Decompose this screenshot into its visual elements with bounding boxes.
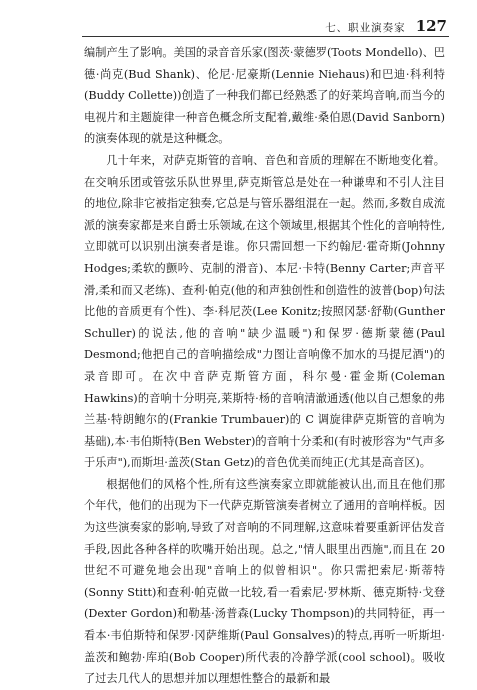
- paragraph-style-personality: 根据他们的风格个性,所有这些演奏家立即就能被认出,而且在他们那个年代，他们的出现为下一代萨克斯管演奏者树立了通用的音响样板。因为这些演奏家的影响,导致了对音响的不同理解,这意味着要重新评估发音手段,因此各种各样的吹嘴开始出现。总之,"情人眼里出西施",而且在 20 世纪不可避免地会出现"音响上的似曾相识"。你只需把索尼·斯蒂特(Sonny Stitt)和查利·帕克做一比较,看一看索尼·罗林斯、德克斯特·戈登(Dexter Gordon)和勒基·汤普森(Lucky Thompson)的共同特征，再一看本·韦伯斯特和保罗·冈萨维斯(Paul Gonsalves)的特点,再听一听斯坦·盖茨和鲍勃·库珀(Bob Cooper)所代表的冷静学派(cool school)。吸收了过去几代人的思想并加以理想性整合的最新和最: [84, 477, 445, 686]
- paragraph-continuation: 编制产生了影响。美国的录音音乐家(图茨·蒙德罗(Toots Mondello)、巴德·尚克(Bud Shank)、伦尼·尼豪斯(Lennie Niehaus)和巴迪·科利特(Buddy Collette))创造了一种我们都已经熟悉了的好莱坞音响,而当今的电视片和主题旋律一种音色概念所支配着,戴维·桑伯恩(David Sanborn)的演奏体现的就是这种概念。: [84, 46, 445, 146]
- body-text: [84, 42, 445, 690]
- page-number: 127: [415, 17, 447, 35]
- paragraph-saxophone-sound: 几十年来，对萨克斯管的音响、音色和音质的理解在不断地变化着。在交响乐团或管弦乐队世界里,萨克斯管总是处在一种谦卑和不引人注目的地位,除非它被指定独奏,它总是与管乐器组混在一起。然而,多数自成流派的演奏家都是来自爵士乐领域,在这个领域里,根据其个性化的音响特性,立即就可以识别出演奏者是谁。你只需回想一下约翰尼·霍奇斯(Johnny Hodges;柔软的颤吟、克制的滑音)、本尼·卡特(Benny Carter;声音平滑,柔和而又老练)、查利·帕克(他的和声独创性和创造性的波普(bop)句法比他的音质更有个性)、李·科尼茨(Lee Konitz;按照冈瑟·舒勒(Gunther Schuller)的说法,他的音响"缺少温暖")和保罗·德斯蒙德(Paul Desmond;他把自己的音响描绘成"力图让音响像不加水的马提尼酒")的录音即可。在次中音萨克斯管方面，科尔曼·霍金斯(Coleman Hawkins)的音响十分明亮,莱斯特·杨的音响清澈通透(他以自己想象的弗兰基·特朗鲍尔的(Frankie Trumbauer)的 C 调旋律萨克斯管的音响为基础),本·韦伯斯特(Ben Webster)的音响十分柔和(有时被形容为"气声多于乐声"),而斯坦·盖茨(Stan Getz)的音色优美而纯正(尤其是高音区)。: [84, 153, 445, 470]
- running-head: [325, 17, 447, 35]
- running-title: 七、职业演奏家: [325, 22, 406, 34]
- header-rule: [82, 36, 449, 37]
